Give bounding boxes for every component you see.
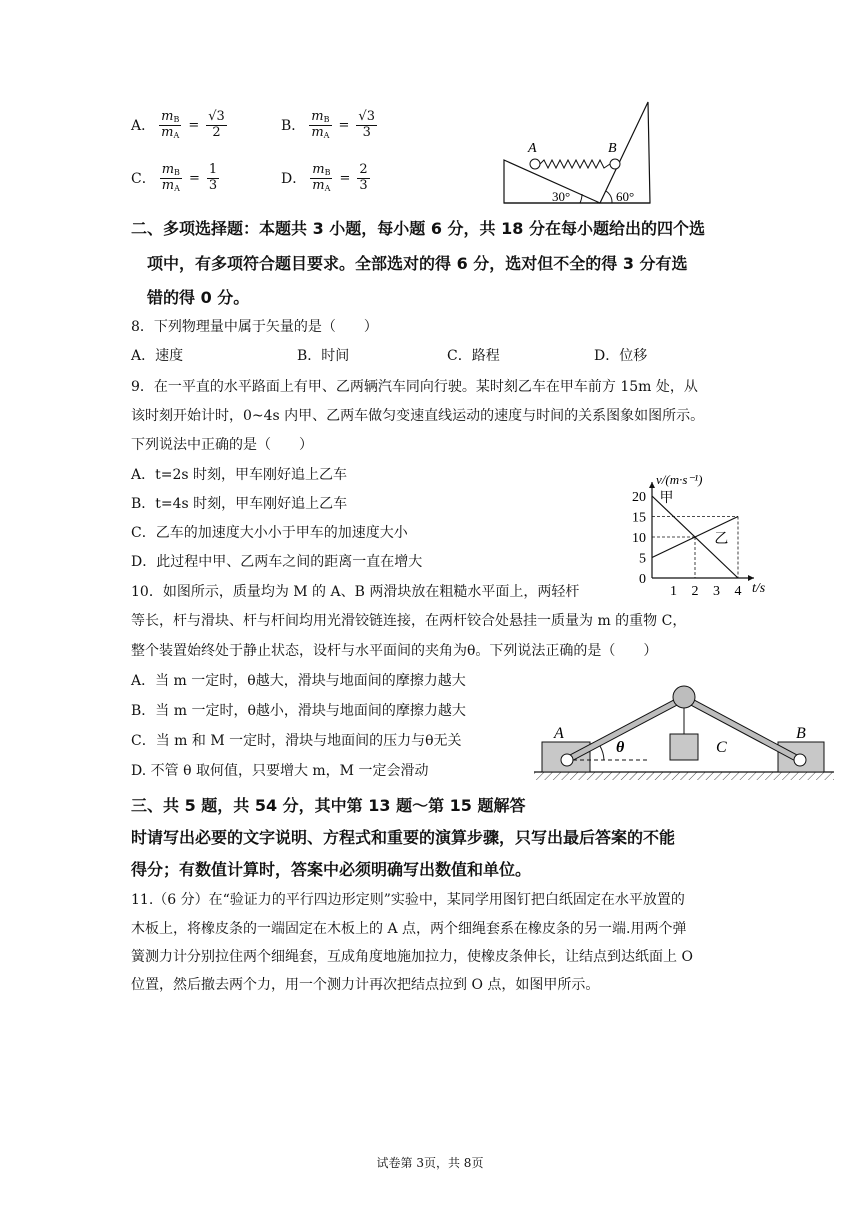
q11-line1: 11.（6 分）在“验证力的平行四边形定则”实验中，某同学用图钉把白纸固定在水平放置的 bbox=[131, 892, 685, 908]
angle-left: 30° bbox=[552, 189, 571, 204]
series-label-2: 乙 bbox=[714, 532, 729, 548]
q8-stem: 8．下列物理量中属于矢量的是（ ） bbox=[131, 319, 378, 335]
spring bbox=[540, 160, 610, 168]
angle-arc-right bbox=[606, 191, 612, 203]
q8-option-a: A．速度 bbox=[131, 348, 184, 364]
x-tick-label: 2 bbox=[691, 584, 699, 596]
label-theta: θ bbox=[616, 739, 625, 756]
angle-arc-left bbox=[580, 194, 582, 203]
q10-option-c: C．当 m 和 M 一定时，滑块与地面间的压力与θ无关 bbox=[131, 733, 462, 749]
q8-option-b: B．时间 bbox=[297, 348, 350, 364]
y-tick-label: 15 bbox=[632, 510, 646, 526]
incline-figure bbox=[500, 100, 660, 206]
q8-option-d: D．位移 bbox=[594, 348, 648, 364]
label-a: A bbox=[528, 141, 537, 156]
q7-option-c: C． $\frac{m_B}{m_A}$ = $\frac{1}{3}$ bbox=[131, 162, 218, 193]
q11-line3: 簧测力计分别拉住两个细绳套，互成角度地施加拉力，使橡皮条伸长，让结点到达纸面上 O bbox=[131, 949, 693, 965]
q9-option-a: A．t=2s 时刻，甲车刚好追上乙车 bbox=[131, 467, 348, 483]
y-tick-label: 10 bbox=[632, 531, 646, 546]
label-b: B bbox=[608, 141, 617, 156]
label-a: A bbox=[554, 725, 564, 742]
q9-option-c: C．乙车的加速度大小小于甲车的加速度大小 bbox=[131, 525, 408, 541]
section3-line3: 得分；有数值计算时，答案中必须明确写出数值和单位。 bbox=[131, 860, 532, 879]
section2-line1: 二、多项选择题：本题共 3 小题，每小题 6 分，共 18 分在每小题给出的四个选 bbox=[131, 219, 705, 238]
q7-option-d: D． $\frac{m_B}{m_A}$ = $\frac{2}{3}$ bbox=[281, 162, 368, 193]
q10-line1: 10．如图所示，质量均为 M 的 A、B 两滑块放在粗糙水平面上，两轻杆 bbox=[131, 584, 580, 600]
x-tick-label: 3 bbox=[713, 584, 720, 596]
series-label-1: 甲 bbox=[659, 491, 674, 507]
section3-line1: 三、共 5 题，共 54 分，其中第 13 题～第 15 题解答 bbox=[131, 796, 526, 815]
q10-line3: 整个装置始终处于静止状态，设杆与水平面间的夹角为θ。下列说法正确的是（ ） bbox=[131, 643, 658, 659]
q10-option-d: D. 不管 θ 取何值，只要增大 m，M 一定会滑动 bbox=[131, 763, 429, 779]
q9-line2: 该时刻开始计时，0~4s 内甲、乙两车做匀变速直线运动的速度与时间的关系图象如图所示。 bbox=[131, 408, 705, 424]
q11-line2: 木板上，将橡皮条的一端固定在木板上的 A 点，两个细绳套系在橡皮条的另一端.用两个弹 bbox=[131, 921, 687, 937]
x-tick-label: 1 bbox=[670, 584, 677, 596]
q10-line2: 等长，杆与滑块、杆与杆间均用光滑铰链连接，在两杆铰合处悬挂一质量为 m 的重物 C， bbox=[131, 613, 687, 629]
ground-hatch bbox=[534, 772, 834, 780]
angle-right: 60° bbox=[616, 189, 635, 204]
q10-option-a: A．当 m 一定时，θ越大，滑块与地面间的摩擦力越大 bbox=[131, 673, 466, 689]
ball-a bbox=[530, 159, 540, 169]
q9-option-d: D．此过程中甲、乙两车之间的距离一直在增大 bbox=[131, 554, 423, 570]
q9-line1: 9．在一平直的水平路面上有甲、乙两辆汽车同向行驶。某时刻乙车在甲车前方 15m 处，从 bbox=[131, 379, 698, 395]
rod-right bbox=[684, 698, 800, 760]
q8-option-c: C．路程 bbox=[447, 348, 500, 364]
page-footer: 试卷第 3页，共 8页 bbox=[376, 1156, 484, 1170]
hinge-a bbox=[561, 754, 573, 766]
x-axis-label: t/s bbox=[752, 581, 766, 596]
ball-b bbox=[610, 159, 620, 169]
y-tick-label: 20 bbox=[632, 490, 646, 505]
y-axis-arrow bbox=[649, 482, 655, 488]
section2-line3: 错的得 0 分。 bbox=[147, 288, 250, 307]
q9-option-b: B．t=4s 时刻，甲车刚好追上乙车 bbox=[131, 496, 348, 512]
hinge-b bbox=[794, 754, 806, 766]
q9-line3: 下列说法中正确的是（ ） bbox=[131, 437, 313, 453]
x-tick-label: 4 bbox=[734, 584, 742, 596]
label-c: C bbox=[716, 739, 727, 756]
q10-option-b: B．当 m 一定时，θ越小，滑块与地面间的摩擦力越大 bbox=[131, 703, 466, 719]
rods-figure bbox=[534, 680, 834, 780]
y-axis-label: v/(m·s⁻¹) bbox=[656, 472, 703, 487]
section3-line2: 时请写出必要的文字说明、方程式和重要的演算步骤，只写出最后答案的不能 bbox=[131, 828, 676, 847]
rod-left bbox=[567, 698, 684, 760]
velocity-time-chart bbox=[622, 466, 782, 596]
q7-option-a: A． $\frac{m_B}{m_A}$ = $\frac{√3}{2}$ bbox=[131, 109, 225, 140]
q11-line4: 位置，然后撤去两个力，用一个测力计再次把结点拉到 O 点，如图甲所示。 bbox=[131, 977, 600, 993]
y-tick-label: 5 bbox=[639, 551, 646, 567]
top-hinge bbox=[673, 686, 695, 708]
weight-c bbox=[670, 734, 698, 760]
y-tick-label: 0 bbox=[639, 572, 646, 587]
section2-line2: 项中，有多项符合题目要求。全部选对的得 6 分，选对但不全的得 3 分有选 bbox=[147, 254, 688, 273]
q7-option-b: B． $\frac{m_B}{m_A}$ = $\frac{√3}{3}$ bbox=[281, 109, 375, 140]
label-b: B bbox=[796, 725, 806, 742]
theta-arc bbox=[600, 746, 604, 760]
